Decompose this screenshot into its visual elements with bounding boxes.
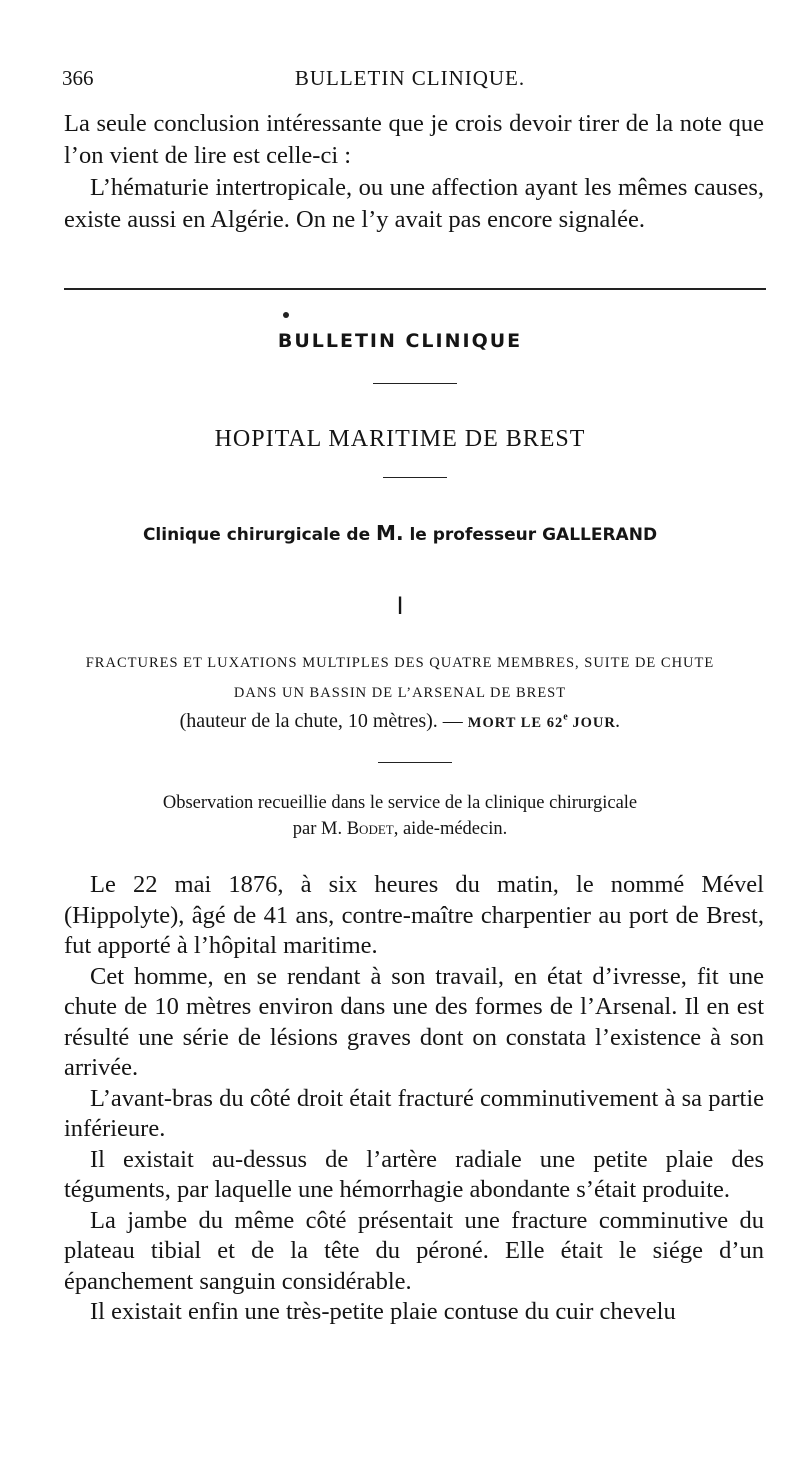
- case-title-line-3: [0, 710, 800, 733]
- body-paragraph-4: Il existait au-dessus de l’artère radiale une petite plaie des téguments, par laquelle une hémorrhagie abondante s’était produite.: [64, 1145, 764, 1203]
- professor-name: GALLERAND: [542, 525, 658, 545]
- body-paragraph-1: Le 22 mai 1876, à six heures du matin, le nommé Mével (Hippolyte), âgé de 41 ans, contre-maître charpentier au port de Brest, fut apporté à l’hôpital maritime.: [64, 871, 764, 959]
- body-paragraph-3: L’avant-bras du côté droit était fracturé comminutivement à sa partie inférieure.: [64, 1084, 764, 1142]
- case-height: (hauteur de la chute, 10 mètres). —: [179, 710, 468, 732]
- short-rule-1: [373, 383, 457, 384]
- body-paragraph-5: La jambe du même côté présentait une fracture comminutive du plateau tibial et de la tête du péroné. Elle était le siége d’un épanchement sanguin considérable.: [64, 1206, 764, 1295]
- short-rule-2: [383, 477, 447, 478]
- observation-line-1: Observation recueillie dans le service de la clinique chirurgicale: [162, 793, 638, 813]
- case-outcome-end: JOUR.: [567, 715, 621, 731]
- observer-role: , aide-médecin.: [393, 819, 508, 839]
- observation-body: [64, 870, 764, 1328]
- section-divider: [64, 288, 766, 290]
- intro-paragraph-2: L’hématurie intertropicale, ou une affection ayant les mêmes causes, existe aussi en Algérie. On ne l’y avait pas encore signalée.: [64, 174, 764, 233]
- intro-paragraph-1: La seule conclusion intéressante que je crois devoir tirer de la note que l’on vient de lire est celle-ci :: [64, 110, 764, 169]
- observation-by: par M.: [292, 819, 347, 839]
- body-paragraph-6: Il existait enfin une très-petite plaie contuse du cuir chevelu: [90, 1298, 676, 1325]
- clinic-prefix: Clinique chirurgicale de: [142, 525, 377, 545]
- running-title: BULLETIN CLINIQUE.: [294, 66, 526, 90]
- body-paragraph-2: Cet homme, en se rendant à son travail, en état d’ivresse, fit une chute de 10 mètres environ dans une des formes de l’Arsenal. Il en est résulté une série de lésions graves dont on constata l’existence à son arrivée.: [64, 962, 764, 1081]
- case-outcome-sup: e: [563, 711, 568, 723]
- clinic-m: M.: [376, 521, 404, 545]
- page-number: 366: [62, 66, 94, 90]
- observation-line-2: [0, 819, 800, 840]
- running-header: [62, 66, 758, 92]
- case-title-line-2: DANS UN BASSIN DE L’ARSENAL DE BREST: [233, 685, 567, 701]
- case-number: I: [396, 592, 404, 620]
- clinic-mid: le professeur: [403, 525, 543, 545]
- bullet-mark: [283, 312, 289, 318]
- case-title-line-1: FRACTURES ET LUXATIONS MULTIPLES DES QUATRE MEMBRES, SUITE DE CHUTE: [85, 655, 715, 671]
- clinic-heading: [0, 521, 800, 545]
- short-rule-3: [378, 762, 452, 763]
- hospital-heading: HOPITAL MARITIME DE BREST: [214, 426, 586, 452]
- observer-name: Bodet: [346, 819, 394, 839]
- case-outcome: MORT LE 62: [467, 715, 564, 731]
- section-title: BULLETIN CLINIQUE: [277, 330, 523, 352]
